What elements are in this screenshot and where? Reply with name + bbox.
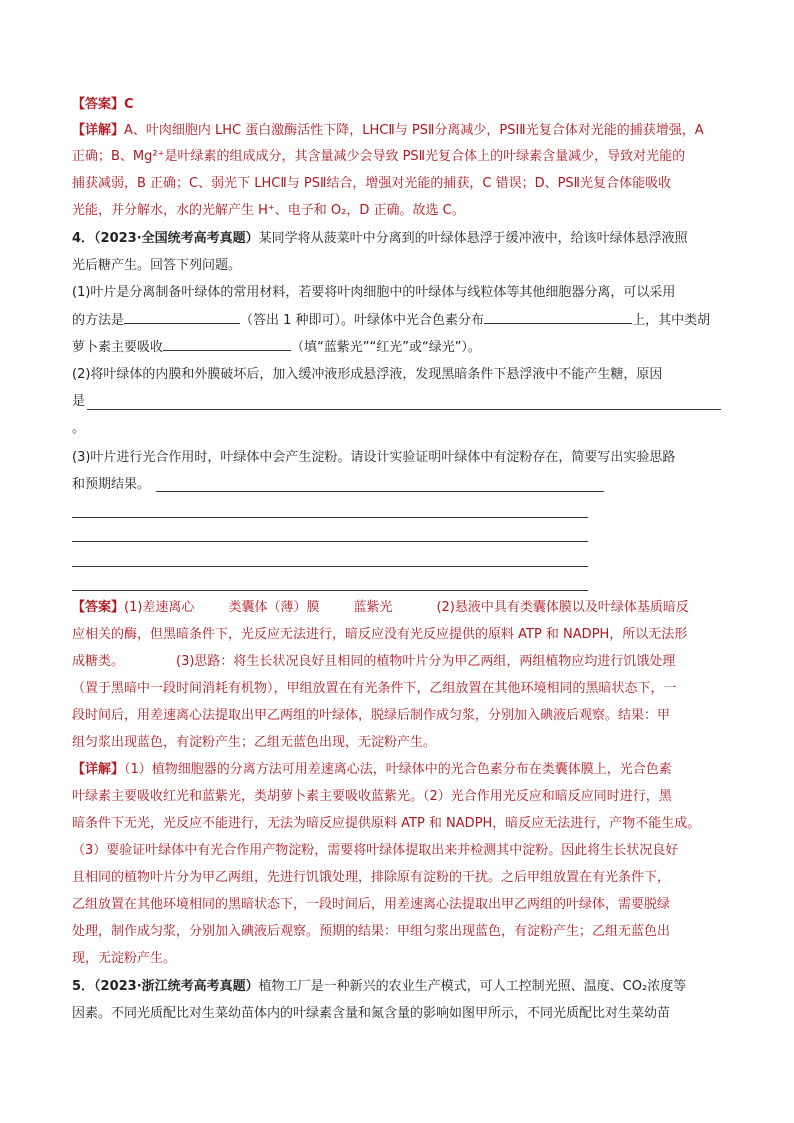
q4-explain-line-8: 现，无淀粉产生。 <box>72 951 177 966</box>
explain-label: 【详解】 <box>72 123 125 138</box>
question-source: （2023·全国统考高考真题） <box>94 231 259 246</box>
q4-part1-line-1: (1)叶片是分离制备叶绿体的常用材料，若要将叶肉细胞中的叶绿体与线粒体等其他细胞器分离，可以采用 <box>72 285 676 300</box>
q4-part1-line-2: 的方法是 （答出 1 种即可）。叶绿体中光合色素分布 上，其中类胡 <box>72 313 711 328</box>
q3-explain-line-1: 【详解】A、叶肉细胞内 LHC 蛋白激酶活性下降，LHCⅡ与 PSⅡ分离减少，PSIⅡ光复合体对光能的捕获增强，A <box>72 123 704 138</box>
q4-part2-end: 。 <box>72 421 86 436</box>
q3-answer <box>72 96 134 114</box>
answer-line[interactable] <box>72 541 588 542</box>
answer-blank[interactable] <box>124 311 240 324</box>
q4-answer-line-6: 组匀浆出现蓝色，有淀粉产生；乙组无蓝色出现，无淀粉产生。 <box>72 735 437 750</box>
answer-line[interactable] <box>87 409 721 410</box>
q5-stem-line-2: 因素。不同光质配比对生菜幼苗体内的叶绿素含量和氮含量的影响如图甲所示，不同光质配比对生菜幼苗 <box>72 1006 671 1021</box>
q4-explain-line-3: 暗条件下无光，光反应不能进行，无法为暗反应提供原料 ATP 和 NADPH，暗反应无法进行，产物不能生成。 <box>72 816 701 831</box>
q4-explain-line-1: 【详解】（1）植物细胞器的分离方法可用差速离心法，叶绿体中的光合色素分布在类囊体膜上，光合色素 <box>72 762 672 777</box>
answer-line[interactable] <box>72 566 588 567</box>
answer-value: C <box>124 97 134 112</box>
q4-answer-line-2: 应相关的酶，但黑暗条件下，光反应无法进行，暗反应没有光反应提供的原料 ATP 和 NADPH，所以无法形 <box>72 627 688 642</box>
q4-answer-line-3: 成糖类。 (3)思路：将生长状况良好且相同的植物叶片分为甲乙两组，两组植物应均进行饥饿处理 <box>72 654 676 669</box>
q4-answer-line-1: 【答案】(1)差速离心 类囊体（薄）膜 蓝紫光 (2)悬液中具有类囊体膜以及叶绿体基质暗反 <box>72 600 689 615</box>
q5-stem-line-1: 5．（2023·浙江统考高考真题）植物工厂是一种新兴的农业生产模式，可人工控制光照、温度、CO₂浓度等 <box>72 979 687 994</box>
answer-line[interactable] <box>156 491 604 492</box>
q4-part1-line-3: 萝卜素主要吸收 （填“蓝紫光”“红光”或“绿光”）。 <box>72 340 481 355</box>
question-number: 5． <box>72 979 95 994</box>
question-source: （2023·浙江统考高考真题） <box>94 979 259 994</box>
q4-explain-line-6: 乙组放置在其他环境相同的黑暗状态下，一段时间后，用差速离心法提取出甲乙两组的叶绿体，需要脱绿 <box>72 897 671 912</box>
answer-label: 【答案】 <box>72 97 125 112</box>
q4-stem-line-2: 光后糖产生。回答下列问题。 <box>72 258 242 273</box>
q4-part3-line-1: (3)叶片进行光合作用时，叶绿体中会产生淀粉。请设计实验证明叶绿体中有淀粉存在，简要写出实验思路 <box>72 450 676 465</box>
answer-label: 【答案】 <box>72 600 125 615</box>
q3-explain-line-4: 光能，并分解水，水的光解产生 H⁺、电子和 O₂，D 正确。故选 C。 <box>72 203 465 218</box>
q4-explain-line-2: 叶绿素主要吸收红光和蓝紫光，类胡萝卜素主要吸收蓝紫光。（2）光合作用光反应和暗反应同时进行，黑 <box>72 789 672 804</box>
q4-answer-line-5: 段时间后，用差速离心法提取出甲乙两组的叶绿体，脱绿后制作成匀浆，分别加入碘液后观察。结果：甲 <box>72 708 671 723</box>
q4-part2-line-1: (2)将叶绿体的内膜和外膜破坏后，加入缓冲液形成悬浮液，发现黑暗条件下悬浮液中不能产生糖，原因 <box>72 367 663 382</box>
q3-explain-line-2: 正确；B、Mg²⁺是叶绿素的组成成分，其含量减少会导致 PSⅡ光复合体上的叶绿素含量减少，导致对光能的 <box>72 149 686 164</box>
explain-label: 【详解】 <box>72 762 125 777</box>
q4-explain-line-4: （3）要验证叶绿体中有光合作用产物淀粉，需要将叶绿体提取出来并检测其中淀粉。因此将生长状况良好 <box>72 843 679 858</box>
q4-explain-line-5: 且相同的植物叶片分为甲乙两组，先进行饥饿处理，排除原有淀粉的干扰。之后甲组放置在有光条件下， <box>72 870 671 885</box>
answer-line[interactable] <box>72 517 588 518</box>
q3-explain-line-3: 捕获减弱，B 正确；C、弱光下 LHCⅡ与 PSⅡ结合，增强对光能的捕获，C 错误；D、PSⅡ光复合体能吸收 <box>72 176 672 191</box>
q4-explain-line-7: 处理，制作成匀浆，分别加入碘液后观察。预期的结果：甲组匀浆出现蓝色，有淀粉产生；乙组无蓝色出 <box>72 924 671 939</box>
q4-part3-line-2: 和预期结果。 <box>72 477 151 492</box>
answer-line[interactable] <box>72 590 588 591</box>
question-number: 4． <box>72 231 95 246</box>
answer-blank[interactable] <box>163 338 291 351</box>
q4-stem-line-1: 4．（2023·全国统考高考真题）某同学将从菠菜叶中分离到的叶绿体悬浮于缓冲液中，给该叶绿体悬浮液照 <box>72 231 688 246</box>
answer-blank[interactable] <box>484 311 632 324</box>
q4-answer-line-4: （置于黑暗中一段时间消耗有机物），甲组放置在有光条件下，乙组放置在其他环境相同的黑暗状态下，一 <box>72 681 677 696</box>
q4-part2-line-2: 是 <box>72 394 86 409</box>
